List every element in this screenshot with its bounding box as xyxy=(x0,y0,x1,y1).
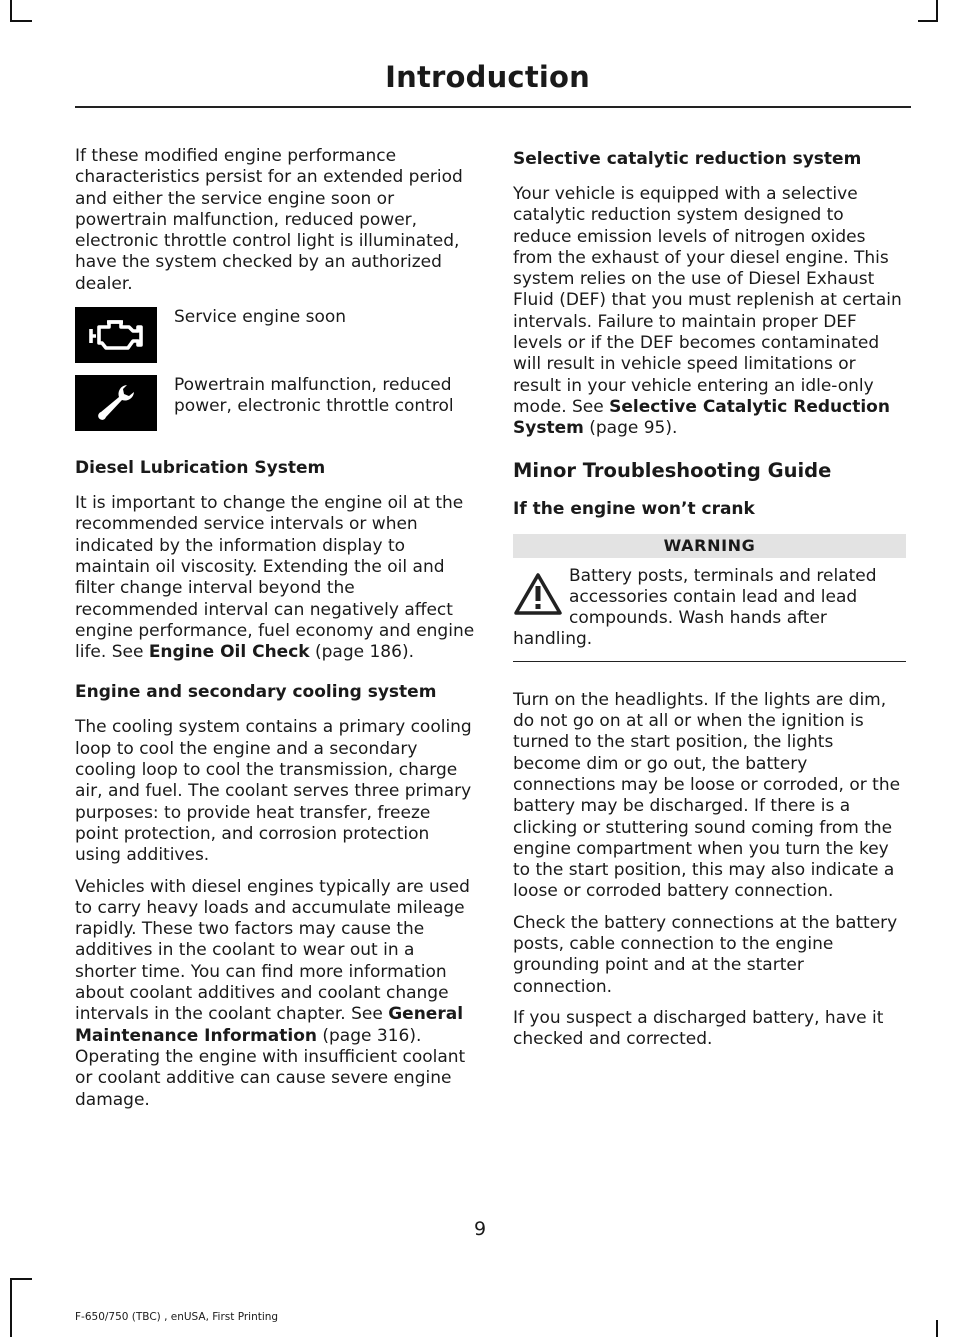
crop-mark xyxy=(936,1320,938,1337)
section-heading: Engine and secondary cooling system xyxy=(75,682,437,703)
warning-box xyxy=(513,566,906,662)
wrench-icon xyxy=(75,375,157,431)
paragraph: The cooling system contains a primary cooling loop to cool the engine and a secondary cooling loop to cool the transmission, charge air, and fuel. The coolant serves three primary purposes: to provide heat transfer, freeze point protection, and corrosion protection using additives. xyxy=(75,717,472,866)
crop-mark xyxy=(10,20,32,22)
indicator-powertrain xyxy=(75,375,475,431)
section-heading: If the engine won’t crank xyxy=(513,498,755,519)
cross-reference-link[interactable]: Engine Oil Check xyxy=(148,642,310,663)
indicator-service-engine xyxy=(75,307,475,363)
crop-mark xyxy=(10,1278,12,1337)
indicator-label: Service engine soon xyxy=(174,307,347,328)
left-column xyxy=(75,146,475,1121)
paragraph: It is important to change the engine oil at the recommended service intervals or when indicated by the information display to maintain oil viscosity. Extending the oil and filter change interval beyond the recommended interval can negatively affect engine performance, fuel economy and engine life. See Engine Oil Check (page 186). xyxy=(75,493,475,663)
warning-text: Battery posts, terminals and related accessories contain lead and lead compounds. Wash hands after handling. xyxy=(513,565,877,650)
footer-text: F-650/750 (TBC) , enUSA, First Printing xyxy=(75,1311,279,1323)
chapter-heading: Minor Troubleshooting Guide xyxy=(513,458,832,482)
paragraph: If you suspect a discharged battery, have it checked and corrected. xyxy=(513,1007,884,1050)
crop-mark xyxy=(10,1278,32,1280)
crop-mark xyxy=(936,0,938,22)
paragraph: Vehicles with diesel engines typically are used to carry heavy loads and accumulate mileage rapidly. These two factors may cause the additives in the coolant to wear out in a shorter time. You can find more information about coolant additives and coolant change intervals in the coolant chapter. See General Maintenance Information (page 316). Operating the engine with insufficient coolant or coolant additive can cause severe engine damage. xyxy=(75,876,470,1110)
warning-triangle-icon xyxy=(513,572,563,616)
warning-header: WARNING xyxy=(513,534,906,558)
section-heading: Selective catalytic reduction system xyxy=(513,149,862,169)
paragraph: Your vehicle is equipped with a selective catalytic reduction system designed to reduce emission levels of nitrogen oxides from the exhaust of your diesel engine. This system relies on the use of Diesel Exhaust Fluid (DEF) that you must replenish at certain intervals. Failure to maintain proper DEF levels or if the DEF becomes contaminated will result in vehicle speed limitations or result in your vehicle entering an idle-only mode. See Selective Catalytic Reduction System (page 95). xyxy=(513,184,902,439)
page-title: Introduction xyxy=(385,60,590,94)
engine-icon xyxy=(75,307,157,363)
header-rule xyxy=(75,106,911,108)
right-column xyxy=(513,146,906,1061)
cross-reference-link[interactable]: General Maintenance Information xyxy=(75,1004,464,1046)
paragraph: If these modified engine performance characteristics persist for an extended period and either the service engine soon or powertrain malfunction, reduced power, electronic throttle control light is illuminated, have the system checked by an authorized dealer. xyxy=(75,146,463,294)
page-number: 9 xyxy=(473,1218,487,1240)
crop-mark xyxy=(918,20,938,22)
cross-reference-link[interactable]: Selective Catalytic Reduction System xyxy=(513,396,890,439)
crop-mark xyxy=(10,0,12,22)
section-heading: Diesel Lubrication System xyxy=(75,458,326,479)
paragraph: Check the battery connections at the battery posts, cable connection to the engine grounding point and at the starter connection. xyxy=(513,912,898,997)
indicator-label: Powertrain malfunction, reduced power, electronic throttle control xyxy=(174,375,454,417)
paragraph: Turn on the headlights. If the lights are dim, do not go on at all or when the ignition is turned to the start position, the lights become dim or go out, the battery connections may be loose or corroded, or the battery may be discharged. If there is a clicking or stuttering sound coming from the engine compartment when you turn the key to the start position, this may also indicate a loose or corroded battery connection. xyxy=(513,689,901,902)
